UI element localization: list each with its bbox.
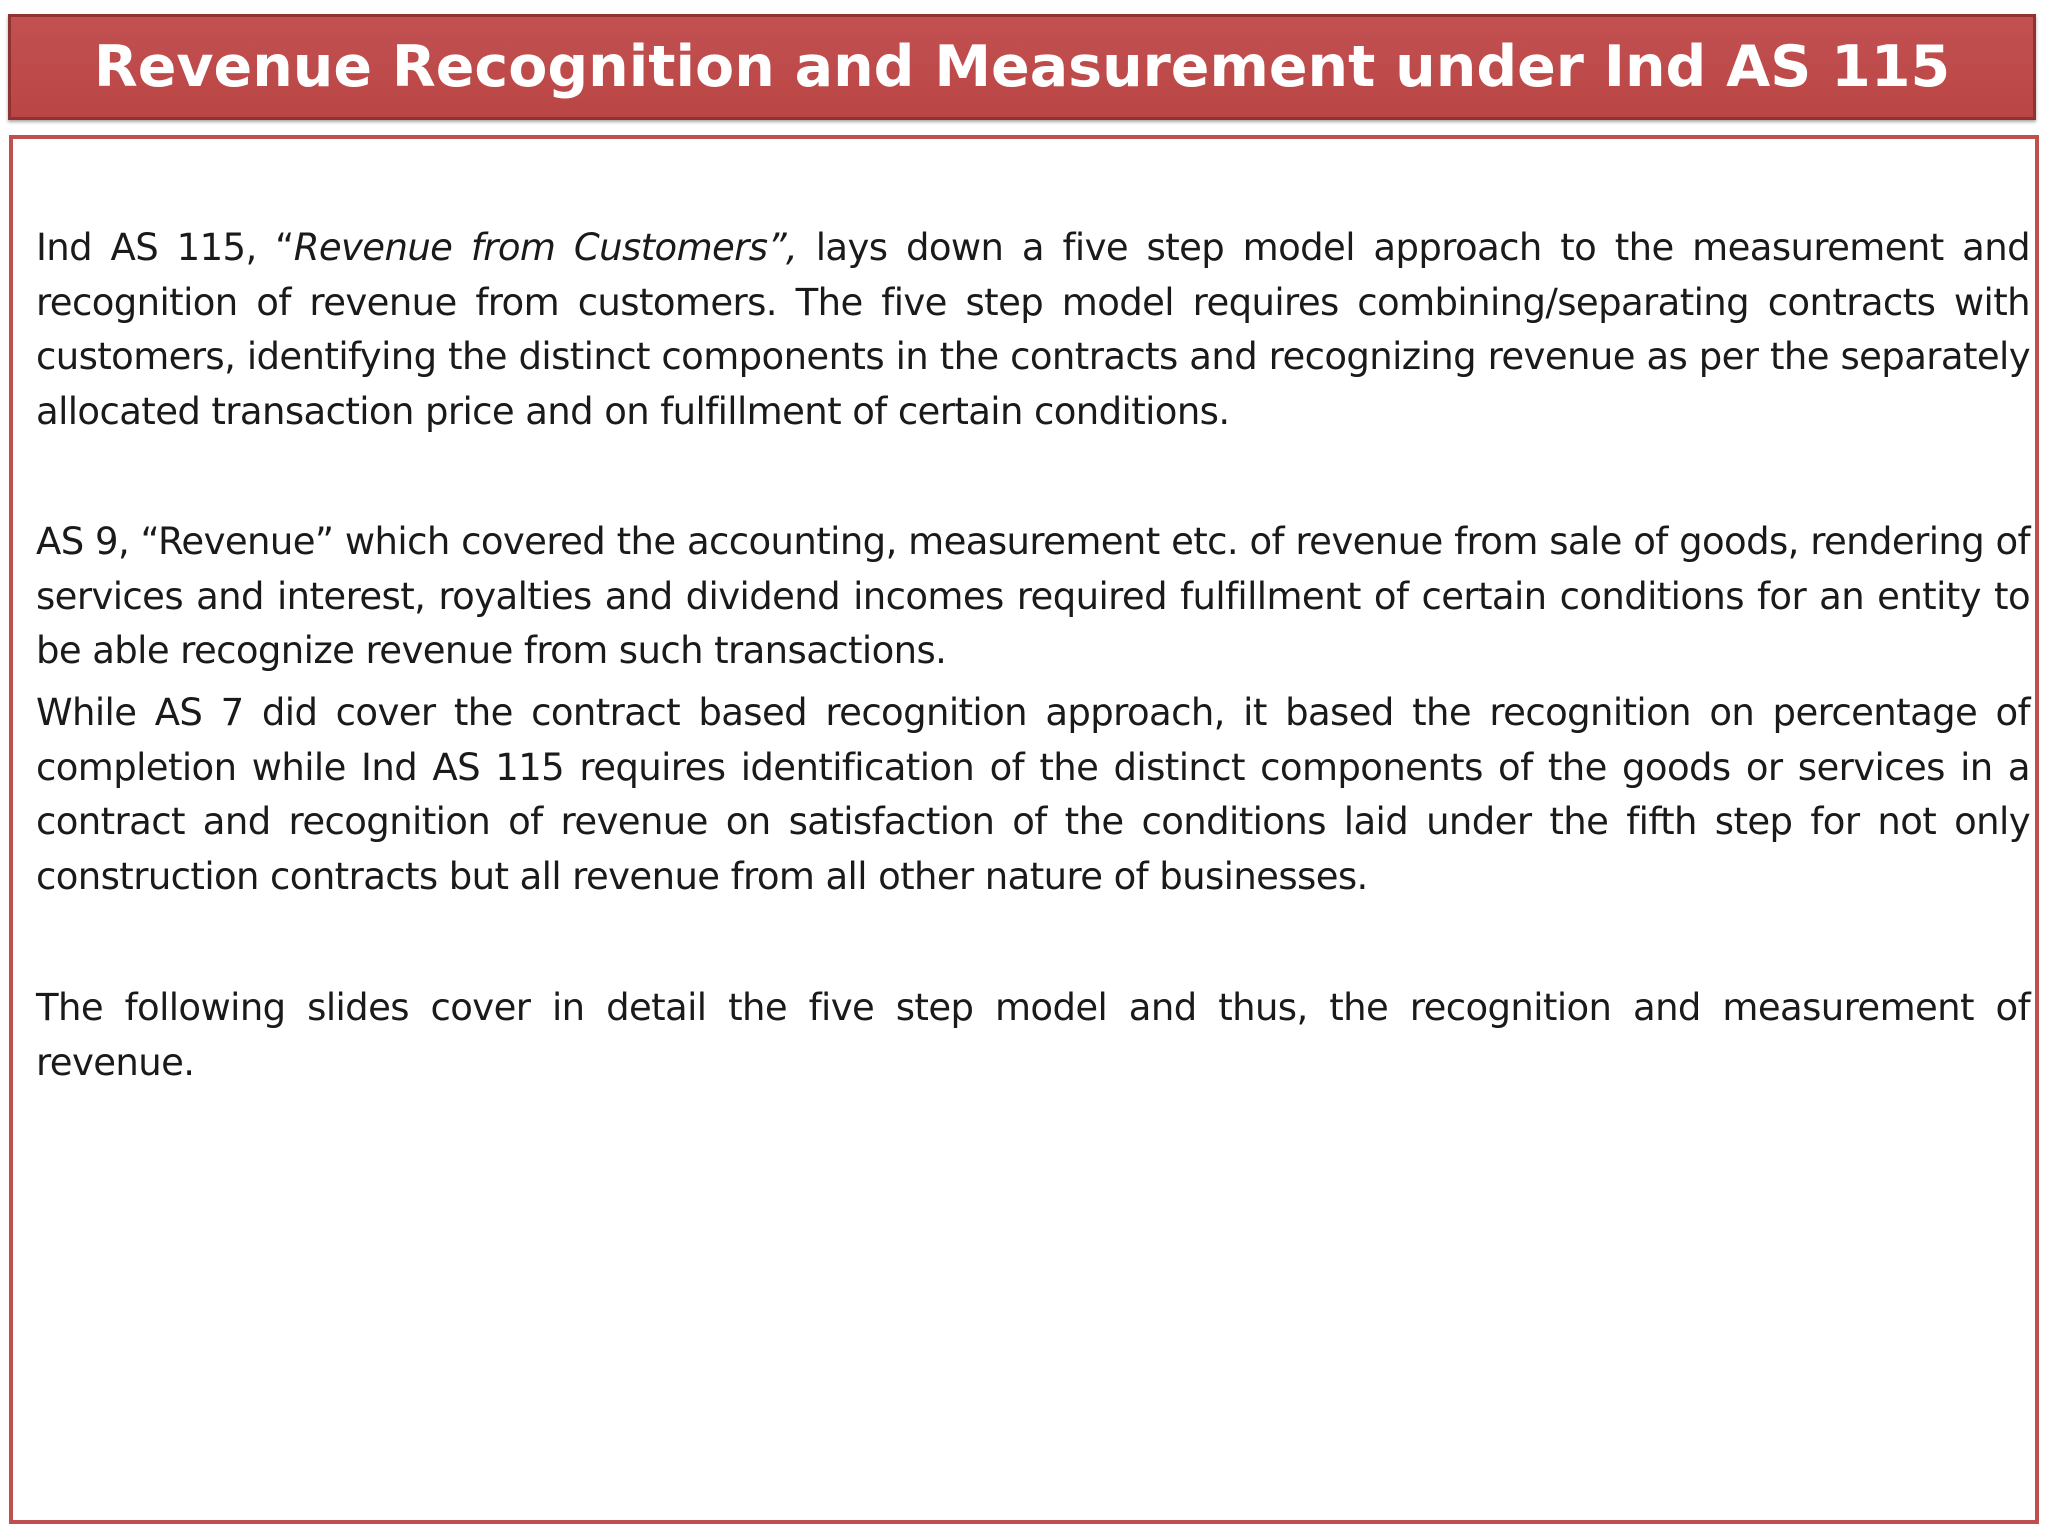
- paragraph-following-slides: The following slides cover in detail the five step model and thus, the recognition and measurement of revenue.: [36, 986, 2030, 1084]
- title-banner: [8, 14, 2036, 120]
- paragraph-as-9: AS 9, “Revenue” which covered the accounting, measurement etc. of revenue from sale of goods, rendering of services and interest, royalties and dividend incomes required fulfillment of certain conditions for an entity to be able recognize revenue from such transactions.: [36, 520, 2030, 673]
- paragraph-as-7: While AS 7 did cover the contract based recognition approach, it based the recognition on percentage of completion while Ind AS 115 requires identification of the distinct components of the goods or services in a contract and recognition of revenue on satisfaction of the conditions laid under the fifth step for not only construction contracts but all revenue from all other nature of businesses.: [36, 691, 2030, 898]
- paragraph-lead: Ind AS 115, “: [36, 226, 294, 269]
- paragraph-ind-as-115-intro: [36, 221, 2030, 439]
- standard-name-italic: Revenue from Customers”,: [293, 226, 798, 269]
- paragraph-rest: lays down a five step model approach to the measurement and recognition of revenue from customers. The five step model requires combining/separating contracts with customers, identifying the distinct components in the contracts and recognizing revenue as per the separately allocated transaction price and on fulfillment of certain conditions.: [36, 226, 2030, 433]
- slide-title: Revenue Recognition and Measurement under Ind AS 115: [93, 34, 1951, 100]
- content-frame: [9, 135, 2039, 1524]
